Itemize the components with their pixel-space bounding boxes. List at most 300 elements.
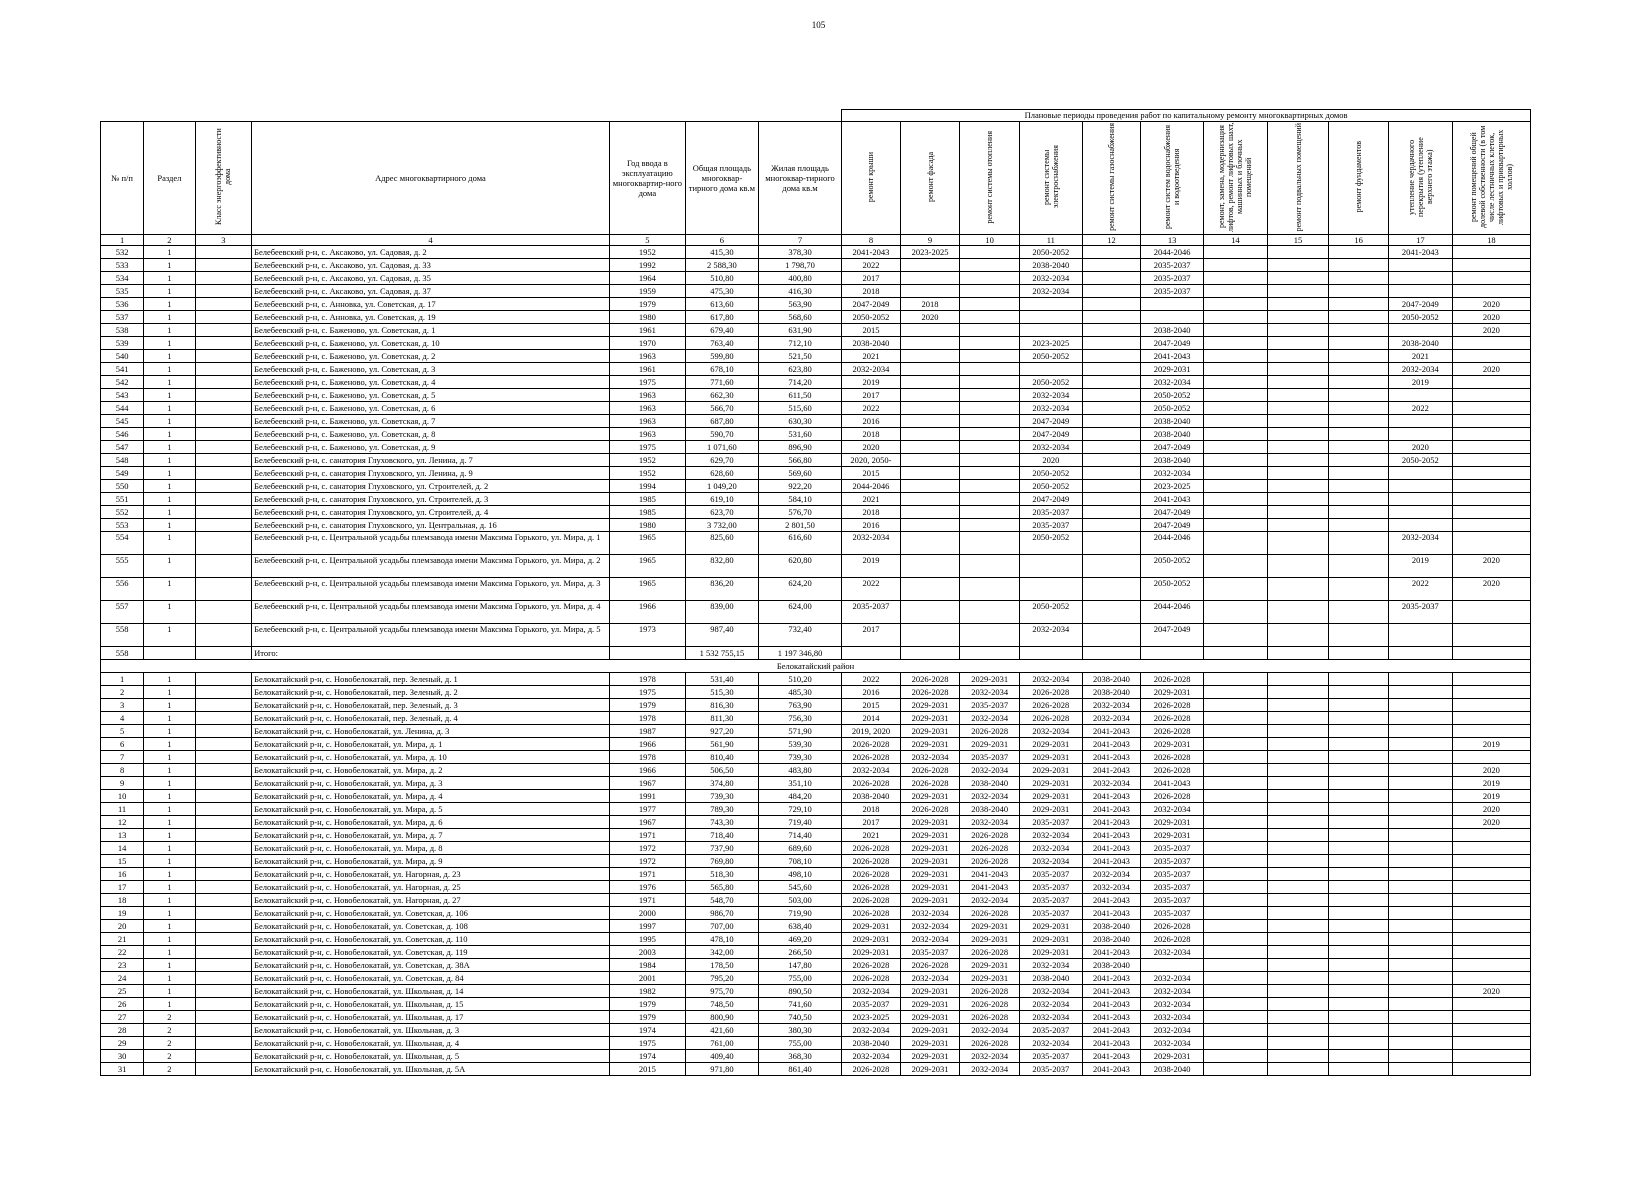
table-cell xyxy=(1082,428,1141,441)
table-cell: 558 xyxy=(101,624,144,647)
table-cell: 630,30 xyxy=(758,415,841,428)
table-cell: 503,00 xyxy=(758,894,841,907)
table-cell xyxy=(1203,298,1267,311)
table-cell xyxy=(1082,285,1141,298)
table-cell xyxy=(1329,519,1389,532)
table-cell: 539 xyxy=(101,337,144,350)
table-cell xyxy=(900,363,960,376)
table-cell xyxy=(1329,363,1389,376)
table-cell xyxy=(1329,298,1389,311)
table-cell: 549 xyxy=(101,467,144,480)
table-cell xyxy=(1203,519,1267,532)
table-cell: 1 xyxy=(144,972,195,985)
table-cell: 2032-2034 xyxy=(1141,376,1204,389)
table-cell: 2035-2037 xyxy=(1019,519,1082,532)
table-cell xyxy=(195,881,252,894)
table-cell xyxy=(960,480,1020,493)
table-cell: 1997 xyxy=(609,920,685,933)
table-cell: 2026-2028 xyxy=(960,842,1020,855)
table-cell: 2026-2028 xyxy=(1141,699,1204,712)
total-row-living-area: 1 197 346,80 xyxy=(758,647,841,660)
table-cell: 534 xyxy=(101,272,144,285)
table-cell xyxy=(1203,363,1267,376)
table-cell: 719,40 xyxy=(758,816,841,829)
table-cell: 2026-2028 xyxy=(842,738,901,751)
table-cell: 2035-2037 xyxy=(1141,894,1204,907)
table-cell: 2032-2034 xyxy=(1141,985,1204,998)
column-number: 16 xyxy=(1329,235,1389,246)
table-cell: 2038-2040 xyxy=(1082,959,1141,972)
table-cell: 1971 xyxy=(609,868,685,881)
table-cell: 1 xyxy=(144,686,195,699)
table-cell xyxy=(1452,855,1530,868)
address-cell: Белокатайский р-н, с. Новобелокатай, ул. Мира, д. 1 xyxy=(252,738,610,751)
table-cell: 2041-2043 xyxy=(1082,751,1141,764)
table-cell: 2000 xyxy=(609,907,685,920)
table-cell xyxy=(195,816,252,829)
table-cell xyxy=(1019,555,1082,578)
table-cell xyxy=(1452,907,1530,920)
table-cell: 2035-2037 xyxy=(1019,506,1082,519)
table-cell: 2 801,50 xyxy=(758,519,841,532)
repair-schedule-table xyxy=(100,109,1531,1076)
table-cell xyxy=(900,324,960,337)
table-cell: 2020 xyxy=(1388,441,1452,454)
table-cell: 1 xyxy=(144,415,195,428)
table-cell xyxy=(1452,337,1530,350)
table-cell: 475,30 xyxy=(685,285,758,298)
address-cell: Белебеевский р-н, с. санатория Глуховского, ул. Строителей, д. 4 xyxy=(252,506,610,519)
table-cell xyxy=(1203,350,1267,363)
table-cell: 483,80 xyxy=(758,764,841,777)
table-cell: 2026-2028 xyxy=(1019,686,1082,699)
table-cell: 2038-2040 xyxy=(1019,259,1082,272)
table-cell: 1 xyxy=(144,601,195,624)
table-cell: 546 xyxy=(101,428,144,441)
table-row xyxy=(101,259,1531,272)
table-cell xyxy=(1267,324,1329,337)
table-cell xyxy=(900,555,960,578)
table-cell: 2041-2043 xyxy=(1082,1037,1141,1050)
table-cell: 2029-2031 xyxy=(1141,816,1204,829)
table-cell xyxy=(1329,790,1389,803)
table-cell: 2032-2034 xyxy=(960,1050,1020,1063)
table-cell: 541 xyxy=(101,363,144,376)
table-cell: 565,80 xyxy=(685,881,758,894)
table-row xyxy=(101,298,1531,311)
district-name: Белокатайский район xyxy=(101,660,1531,673)
table-cell xyxy=(1329,493,1389,506)
table-cell xyxy=(1203,946,1267,959)
table-cell: 2041-2043 xyxy=(1082,985,1141,998)
table-cell: 2026-2028 xyxy=(900,959,960,972)
table-cell: 552 xyxy=(101,506,144,519)
table-cell: 478,10 xyxy=(685,933,758,946)
table-cell: 2041-2043 xyxy=(1082,946,1141,959)
table-cell xyxy=(1329,803,1389,816)
table-cell xyxy=(1082,311,1141,324)
table-cell xyxy=(1329,389,1389,402)
table-cell xyxy=(1203,555,1267,578)
column-number: 12 xyxy=(1082,235,1141,246)
table-cell: 811,30 xyxy=(685,712,758,725)
table-cell: 2018 xyxy=(842,506,901,519)
table-cell: 2020 xyxy=(1452,363,1530,376)
table-cell xyxy=(195,946,252,959)
table-cell: 2029-2031 xyxy=(842,933,901,946)
table-cell: 2026-2028 xyxy=(960,1011,1020,1024)
table-cell: 2029-2031 xyxy=(900,1024,960,1037)
table-cell xyxy=(1329,946,1389,959)
table-cell: 2019 xyxy=(1388,376,1452,389)
table-cell xyxy=(1452,1050,1530,1063)
table-cell: 7 xyxy=(101,751,144,764)
table-cell: 1 xyxy=(144,259,195,272)
table-cell: 2032-2034 xyxy=(1388,363,1452,376)
table-cell: 1 xyxy=(144,578,195,601)
table-cell xyxy=(195,686,252,699)
table-cell: 1979 xyxy=(609,699,685,712)
table-cell: 2047-2049 xyxy=(1388,298,1452,311)
table-cell xyxy=(195,389,252,402)
table-cell xyxy=(1141,959,1204,972)
table-cell xyxy=(1329,601,1389,624)
table-cell: 2032-2034 xyxy=(1019,441,1082,454)
table-cell: 1 xyxy=(144,998,195,1011)
total-row xyxy=(101,647,1531,660)
table-cell: 2026-2028 xyxy=(960,946,1020,959)
table-cell: 2032-2034 xyxy=(1019,842,1082,855)
table-cell xyxy=(1329,985,1389,998)
table-cell: 2032-2034 xyxy=(1141,1011,1204,1024)
table-cell xyxy=(1329,506,1389,519)
table-cell xyxy=(1267,259,1329,272)
table-cell: 707,00 xyxy=(685,920,758,933)
table-cell: 1 xyxy=(144,376,195,389)
table-cell xyxy=(1452,519,1530,532)
table-cell xyxy=(960,298,1020,311)
table-cell xyxy=(1452,480,1530,493)
table-cell: 2035-2037 xyxy=(1019,894,1082,907)
table-cell: 554 xyxy=(101,532,144,555)
table-cell xyxy=(960,337,1020,350)
table-cell: 2026-2028 xyxy=(1141,751,1204,764)
table-cell xyxy=(1388,1011,1452,1024)
address-cell: Белокатайский р-н, с. Новобелокатай, ул. Советская, д. 38А xyxy=(252,959,610,972)
table-row xyxy=(101,920,1531,933)
table-cell xyxy=(1082,532,1141,555)
table-cell: 2035-2037 xyxy=(1019,881,1082,894)
table-cell xyxy=(195,972,252,985)
table-cell: 2041-2043 xyxy=(960,881,1020,894)
table-cell: 2032-2034 xyxy=(842,363,901,376)
table-cell: 1995 xyxy=(609,933,685,946)
table-cell: 1 xyxy=(144,738,195,751)
table-cell: 624,00 xyxy=(758,601,841,624)
table-cell xyxy=(1329,454,1389,467)
table-cell: 1994 xyxy=(609,480,685,493)
table-cell: 613,60 xyxy=(685,298,758,311)
table-cell: 629,70 xyxy=(685,454,758,467)
table-cell xyxy=(1019,363,1082,376)
address-cell: Белокатайский р-н, с. Новобелокатай, ул. Школьная, д. 17 xyxy=(252,1011,610,1024)
table-cell: 555 xyxy=(101,555,144,578)
table-row xyxy=(101,842,1531,855)
address-cell: Белебеевский р-н, с. Баженово, ул. Советская, д. 9 xyxy=(252,441,610,454)
table-cell: 27 xyxy=(101,1011,144,1024)
table-cell xyxy=(195,868,252,881)
table-cell xyxy=(1452,1024,1530,1037)
table-cell xyxy=(1082,298,1141,311)
table-cell xyxy=(1082,601,1141,624)
table-cell xyxy=(1388,259,1452,272)
table-cell: 927,20 xyxy=(685,725,758,738)
address-cell: Белокатайский р-н, с. Новобелокатай, ул. Школьная, д. 3 xyxy=(252,1024,610,1037)
table-cell xyxy=(1267,855,1329,868)
table-cell xyxy=(1452,259,1530,272)
table-cell: 22 xyxy=(101,946,144,959)
table-cell xyxy=(1452,998,1530,1011)
table-cell: 2019 xyxy=(1388,555,1452,578)
table-cell xyxy=(1267,363,1329,376)
table-cell: 1 xyxy=(144,467,195,480)
table-cell xyxy=(1452,389,1530,402)
table-cell: 1959 xyxy=(609,285,685,298)
table-cell: 2032-2034 xyxy=(842,764,901,777)
table-cell xyxy=(1267,1037,1329,1050)
table-cell: 568,60 xyxy=(758,311,841,324)
table-cell xyxy=(1329,1050,1389,1063)
table-cell: 1974 xyxy=(609,1024,685,1037)
table-cell xyxy=(1388,519,1452,532)
table-cell: 1 xyxy=(144,285,195,298)
table-cell xyxy=(1267,272,1329,285)
column-number: 4 xyxy=(252,235,610,246)
table-cell xyxy=(1267,337,1329,350)
table-cell xyxy=(1082,493,1141,506)
table-cell: 1 xyxy=(101,673,144,686)
table-cell: 25 xyxy=(101,985,144,998)
table-cell: 624,20 xyxy=(758,578,841,601)
table-cell xyxy=(195,959,252,972)
column-number: 10 xyxy=(960,235,1020,246)
table-cell xyxy=(1329,532,1389,555)
table-cell xyxy=(1082,350,1141,363)
table-cell: 2020 xyxy=(900,311,960,324)
address-cell: Белокатайский р-н, с. Новобелокатай, ул. Нагорная, д. 25 xyxy=(252,881,610,894)
table-cell xyxy=(195,998,252,1011)
table-cell xyxy=(1082,624,1141,647)
table-cell xyxy=(1329,246,1389,259)
table-cell: 566,70 xyxy=(685,402,758,415)
table-cell xyxy=(960,389,1020,402)
table-cell: 2020 xyxy=(1452,816,1530,829)
table-cell: 2029-2031 xyxy=(900,725,960,738)
col-header-attic-insulation: утепление чердачного перекрытия (утепление верхнего этажа) xyxy=(1388,122,1452,235)
table-cell xyxy=(1267,790,1329,803)
table-cell: 1979 xyxy=(609,1011,685,1024)
table-cell: 380,30 xyxy=(758,1024,841,1037)
table-cell: 620,80 xyxy=(758,555,841,578)
table-cell xyxy=(1452,506,1530,519)
table-cell: 922,20 xyxy=(758,480,841,493)
table-cell: 2029-2031 xyxy=(900,1037,960,1050)
table-cell: 2032-2034 xyxy=(900,751,960,764)
address-cell: Белебеевский р-н, с. санатория Глуховского, ул. Центральная, д. 16 xyxy=(252,519,610,532)
table-cell xyxy=(195,493,252,506)
table-cell: 506,50 xyxy=(685,764,758,777)
table-cell: 563,90 xyxy=(758,298,841,311)
table-cell: 2041-2043 xyxy=(1082,998,1141,1011)
address-cell: Белокатайский р-н, с. Новобелокатай, ул. Школьная, д. 14 xyxy=(252,985,610,998)
table-cell: 2038-2040 xyxy=(960,803,1020,816)
table-cell: 2032-2034 xyxy=(1141,998,1204,1011)
table-cell xyxy=(1388,829,1452,842)
table-cell: 2041-2043 xyxy=(1082,725,1141,738)
table-cell: 1965 xyxy=(609,578,685,601)
table-cell: 2041-2043 xyxy=(1082,842,1141,855)
table-cell: 2032-2034 xyxy=(1141,1024,1204,1037)
table-cell: 2020 xyxy=(1452,764,1530,777)
table-cell xyxy=(1082,415,1141,428)
table-cell: 2044-2046 xyxy=(1141,532,1204,555)
table-cell: 540 xyxy=(101,350,144,363)
table-cell: 2032-2034 xyxy=(960,1024,1020,1037)
column-number-row xyxy=(101,235,1531,246)
table-cell: 1970 xyxy=(609,337,685,350)
table-cell: 2018 xyxy=(842,285,901,298)
table-cell xyxy=(195,920,252,933)
table-cell xyxy=(1267,673,1329,686)
col-header-energy-class: Класс энергоэффективности дома xyxy=(195,122,252,235)
table-cell xyxy=(960,493,1020,506)
table-row xyxy=(101,402,1531,415)
table-cell xyxy=(195,842,252,855)
table-cell: 2026-2028 xyxy=(900,686,960,699)
table-cell xyxy=(1329,402,1389,415)
table-cell: 2029-2031 xyxy=(842,920,901,933)
address-cell: Белокатайский р-н, с. Новобелокатай, ул. Школьная, д. 15 xyxy=(252,998,610,1011)
table-cell: 2047-2049 xyxy=(1141,337,1204,350)
table-cell: 2050-2052 xyxy=(1141,578,1204,601)
table-cell xyxy=(1329,259,1389,272)
table-cell xyxy=(1452,532,1530,555)
table-cell: 2050-2052 xyxy=(1388,311,1452,324)
table-cell xyxy=(900,337,960,350)
table-cell xyxy=(1388,985,1452,998)
table-cell: 2019 xyxy=(842,555,901,578)
table-cell xyxy=(1329,428,1389,441)
column-number: 13 xyxy=(1141,235,1204,246)
table-cell: 2041-2043 xyxy=(1388,246,1452,259)
table-cell xyxy=(1452,285,1530,298)
table-cell: 714,40 xyxy=(758,829,841,842)
table-cell xyxy=(1329,272,1389,285)
table-cell: 2021 xyxy=(842,350,901,363)
table-cell: 536 xyxy=(101,298,144,311)
table-cell: 2023-2025 xyxy=(1019,337,1082,350)
table-cell xyxy=(1388,673,1452,686)
table-cell: 2032-2034 xyxy=(1082,712,1141,725)
address-cell: Белокатайский р-н, с. Новобелокатай, ул. Школьная, д. 5 xyxy=(252,1050,610,1063)
table-cell xyxy=(1019,578,1082,601)
table-cell xyxy=(1329,555,1389,578)
table-cell: 30 xyxy=(101,1050,144,1063)
table-cell: 2017 xyxy=(842,624,901,647)
table-cell: 2035-2037 xyxy=(842,601,901,624)
table-cell xyxy=(1267,686,1329,699)
table-cell: 2020, 2050- xyxy=(842,454,901,467)
table-cell: 1 xyxy=(144,907,195,920)
table-cell: 2047-2049 xyxy=(1141,506,1204,519)
table-cell: 763,40 xyxy=(685,337,758,350)
address-cell: Белебеевский р-н, с. Центральной усадьбы племзавода имени Максима Горького, ул. Мира, д. 2 xyxy=(252,555,610,578)
table-cell xyxy=(1388,777,1452,790)
table-cell: 2029-2031 xyxy=(1019,790,1082,803)
table-cell xyxy=(1329,829,1389,842)
table-cell xyxy=(1452,868,1530,881)
table-cell xyxy=(1203,816,1267,829)
table-cell: 2032-2034 xyxy=(1019,1011,1082,1024)
table-cell: 2026-2028 xyxy=(960,855,1020,868)
table-cell: 2029-2031 xyxy=(1141,738,1204,751)
address-cell: Белокатайский р-н, с. Новобелокатай, пер. Зеленый, д. 2 xyxy=(252,686,610,699)
table-cell xyxy=(1203,673,1267,686)
table-cell: 2032-2034 xyxy=(900,920,960,933)
table-cell: 2032-2034 xyxy=(1141,467,1204,480)
table-cell: 1 xyxy=(144,933,195,946)
table-cell: 2041-2043 xyxy=(1082,1024,1141,1037)
address-cell: Белокатайский р-н, с. Новобелокатай, ул. Мира, д. 9 xyxy=(252,855,610,868)
table-cell: 861,40 xyxy=(758,1063,841,1076)
table-cell: 2035-2037 xyxy=(1141,842,1204,855)
table-cell xyxy=(1452,751,1530,764)
table-cell: 1 xyxy=(144,389,195,402)
table-row xyxy=(101,751,1531,764)
table-cell xyxy=(1388,751,1452,764)
table-cell: 2035-2037 xyxy=(842,998,901,1011)
table-cell xyxy=(1082,578,1141,601)
table-cell: 1 xyxy=(144,868,195,881)
table-cell xyxy=(1019,311,1082,324)
table-cell xyxy=(1452,428,1530,441)
table-row xyxy=(101,519,1531,532)
table-cell xyxy=(195,272,252,285)
address-cell: Белебеевский р-н, с. Баженово, ул. Советская, д. 3 xyxy=(252,363,610,376)
table-cell: 2041-2043 xyxy=(1082,790,1141,803)
table-cell: 566,80 xyxy=(758,454,841,467)
table-cell: 623,70 xyxy=(685,506,758,519)
table-cell xyxy=(1452,1037,1530,1050)
table-cell: 771,60 xyxy=(685,376,758,389)
table-cell: 2026-2028 xyxy=(1019,699,1082,712)
table-cell: 2020 xyxy=(1452,555,1530,578)
table-cell: 662,30 xyxy=(685,389,758,402)
table-row xyxy=(101,907,1531,920)
table-cell: 590,70 xyxy=(685,428,758,441)
table-cell: 6 xyxy=(101,738,144,751)
table-cell xyxy=(1329,480,1389,493)
table-cell: 2035-2037 xyxy=(1141,881,1204,894)
table-cell: 839,00 xyxy=(685,601,758,624)
table-cell xyxy=(1388,624,1452,647)
table-cell: 2026-2028 xyxy=(1141,790,1204,803)
table-cell xyxy=(1141,298,1204,311)
table-cell: 1967 xyxy=(609,816,685,829)
table-cell xyxy=(1452,272,1530,285)
table-cell: 611,50 xyxy=(758,389,841,402)
table-cell xyxy=(1267,428,1329,441)
